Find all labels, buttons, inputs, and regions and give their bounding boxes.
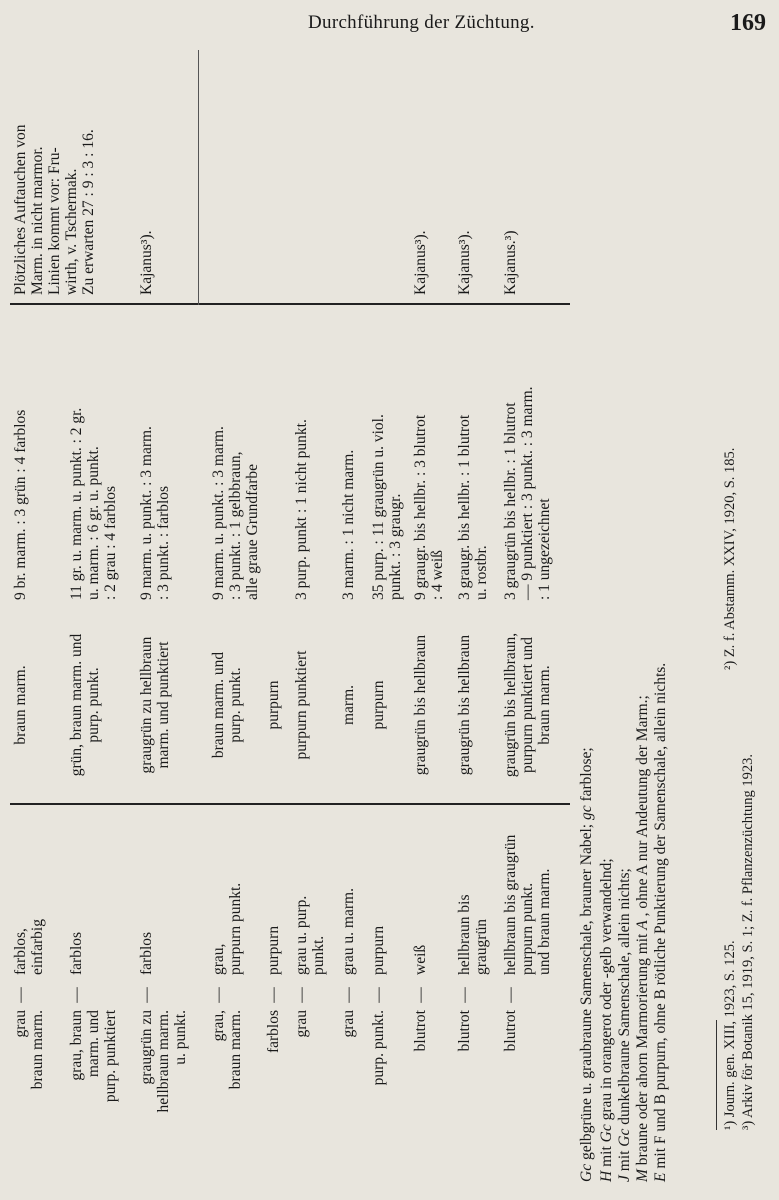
cell-p1: grau, braun marm. und purp. punktiert (68, 1010, 119, 1103)
footnote-3: ³) Arkiv för Botanik 15, 1919, S. 1; Z. f. Pflanzenzüchtung 1923. (740, 753, 756, 1130)
legend-line (652, 663, 669, 1182)
cell-f1: braun marm. (12, 665, 29, 745)
cell-dash: — (502, 987, 519, 1003)
legend-text: mit (598, 1146, 615, 1167)
cell-dash: — (210, 987, 227, 1003)
legend-sym2: gc (578, 805, 595, 821)
table-row (293, 50, 339, 1200)
legend-text: braune oder ahorn Marmorierung mit (634, 933, 651, 1166)
table-row (412, 50, 454, 1200)
cell-f2: 35 purp. : 11 graugrün u. viol. punkt. : 3 graugr. (370, 414, 404, 600)
cell-f2: 9 br. marm. : 3 grün : 4 farblos (12, 409, 29, 600)
table-row (68, 50, 136, 1200)
legend-line (616, 868, 633, 1182)
legend-text2: grau in orangerot oder -gelb verwandelnd; (598, 858, 615, 1121)
cell-p2: grau u. marm. (340, 888, 357, 975)
cell-remark: Kajanus.³) (502, 230, 519, 295)
table-row (370, 50, 410, 1200)
cell-p2: purpurn (265, 925, 282, 975)
legend-sym: H (598, 1170, 615, 1182)
cell-f2: 9 marm. u. punkt. : 3 marm. : 3 punkt. : 1 gelbbraun, alle graue Grundfarbe (210, 426, 261, 600)
legend-sym: E (652, 1172, 669, 1182)
footnote-1: ¹) Journ. gen. XIII, 1923, S. 125. (722, 940, 738, 1130)
cell-p2: farblos, einfarbig (12, 919, 46, 975)
table-row (138, 50, 208, 1200)
cell-f1: graugrün bis hellbraun, purpurn punktiert und braun marm. (502, 632, 553, 778)
cell-dash: — (12, 987, 29, 1003)
cell-p1: blutrot (456, 1010, 473, 1052)
cell-remark: Kajanus³). (412, 230, 429, 295)
cell-dash: — (138, 987, 155, 1003)
cell-dash: — (293, 987, 310, 1003)
cell-remark: Kajanus³). (138, 230, 155, 295)
footnote-rule (716, 1020, 717, 1130)
cell-dash: — (340, 987, 357, 1003)
cell-p2: farblos (138, 931, 155, 975)
cell-f1: graugrün zu hellbraun marm. und punktiert (138, 636, 172, 774)
cell-p2: farblos (68, 931, 85, 975)
running-title: Durchführung der Züchtung. (308, 12, 535, 33)
cell-p1: grau (340, 1010, 357, 1038)
cell-p2: grau, purpurn punkt. (210, 882, 244, 975)
cell-f1: purpurn (265, 680, 282, 730)
cell-p2: purpurn (370, 925, 387, 975)
cell-p1: grau (293, 1010, 310, 1038)
legend-line (634, 695, 651, 1182)
cell-p1: purp. punkt. (370, 1010, 387, 1086)
cell-p1: blutrot (502, 1010, 519, 1052)
legend-sym2: Gc (598, 1124, 615, 1143)
table-row (265, 50, 291, 1200)
cell-f2: 11 gr. u. marm. u. punkt. : 2 gr. u. marm. : 6 gr. u. punkt. : 2 grau : 4 farblos (68, 407, 119, 600)
cell-p1: graugrün zu hellbraun marm. u. punkt. (138, 1010, 189, 1113)
cell-p2: weiß (412, 944, 429, 975)
cell-dash: — (456, 987, 473, 1003)
cell-f2: 9 graugr. bis hellbr. : 3 blutrot : 4 weiß (412, 414, 446, 600)
page-number: 169 (730, 10, 766, 36)
cell-f2: 3 purp. punkt : 1 nicht punkt. (293, 419, 310, 600)
cell-p1: grau, braun marm. (210, 1010, 244, 1090)
legend-sym: J (616, 1175, 633, 1182)
rotated-table-page (0, 50, 770, 1200)
cell-f1: graugrün bis hellbraun (412, 634, 429, 776)
cell-p1: farblos (265, 1010, 282, 1054)
cell-f1: braun marm. und purp. punkt. (210, 651, 244, 759)
cell-dash: — (412, 987, 429, 1003)
table-row (210, 50, 264, 1200)
legend-line (598, 858, 615, 1182)
table-row (456, 50, 500, 1200)
cell-remark: Kajanus³). (456, 230, 473, 295)
legend-sym: Gc (578, 1163, 595, 1182)
footnote-2: ²) Z. f. Abstamm. XXIV, 1920, S. 185. (722, 447, 738, 670)
legend-text: mit (616, 1150, 633, 1172)
table-row (340, 50, 368, 1200)
legend-sym2: Gc (616, 1128, 633, 1147)
legend-text2: dunkelbraune Samenschale, allein nichts; (616, 868, 633, 1125)
cell-p1: blutrot (412, 1010, 429, 1052)
cell-dash: — (68, 987, 85, 1003)
legend-text: gelbgrüne u. graubraune Samenschale, brauner Nabel; (578, 823, 595, 1161)
legend-text2: farblose; (578, 747, 595, 802)
page-header (300, 8, 770, 38)
cell-p2: hellbraun bis graugrün purpurn punkt. und braun marm. (502, 834, 553, 975)
cell-f2: 3 graugr. bis hellbr. : 1 blutrot u. rostbr. (456, 414, 490, 600)
cell-p2: hellbraun bis graugrün (456, 894, 490, 975)
cell-f2: 9 marm. u. punkt. : 3 marm. : 3 punkt. : farblos (138, 426, 172, 600)
cell-f2: 3 graugrün bis hellbr. : 1 blutrot — 9 punktiert : 3 punkt. : 3 marm. : 1 ungezeichnet (502, 386, 553, 600)
cell-remark: Plötzliches Auftauchen von Marm. in nicht marmor. Linien kommt vor: Fru- wirth, v. Tschermak. Zu erwarten 27 : 9 : 3 : 16. (12, 124, 97, 295)
cell-p2: grau u. purp. punkt. (293, 895, 327, 975)
cell-f1: grün, braun marm. und purp. punkt. (68, 633, 102, 777)
legend-text: mit F und B purpurn, ohne B rötliche Punktierung der Samenschale, allein nichts. (652, 662, 669, 1169)
table-row (502, 50, 566, 1200)
cell-f1: marm. (340, 684, 357, 726)
cell-f1: graugrün bis hellbraun (456, 634, 473, 776)
legend-sym: M (634, 1169, 651, 1182)
cell-p1: grau braun marm. (12, 1010, 46, 1090)
cell-f1: purpurn punktiert (293, 650, 310, 760)
legend-line (578, 747, 595, 1182)
cell-dash: — (265, 987, 282, 1003)
cell-f1: purpurn (370, 680, 387, 730)
legend-sym2: A (634, 920, 651, 930)
legend-text2: , ohne A nur Andeutung der Marm.; (634, 695, 651, 917)
cell-f2: 3 marm. : 1 nicht marm. (340, 449, 357, 600)
cell-dash: — (370, 987, 387, 1003)
